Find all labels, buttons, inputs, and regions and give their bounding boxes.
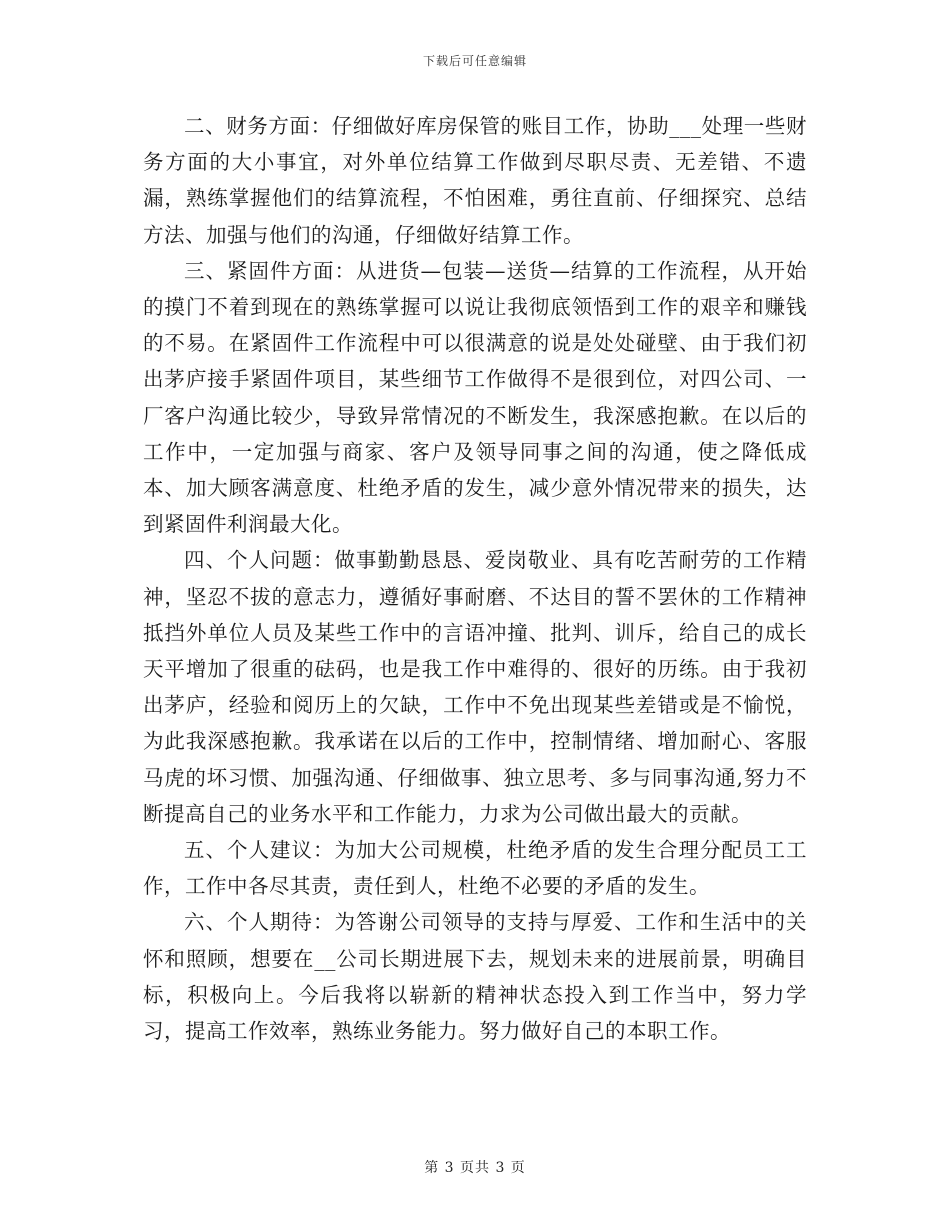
paragraph-personal-expectations: 六、个人期待：为答谢公司领导的支持与厚爱、工作和生活中的关怀和照顾，想要在__公司长期进展下去，规划未来的进展前景，明确目标，积极向上。今后我将以崭新的精神状态投入到工作当中，努力学习，提高工作效率，熟练业务能力。努力做好自己的本职工作。 [143, 910, 807, 1044]
paragraph-finance: 二、财务方面：仔细做好库房保管的账目工作，协助___处理一些财务方面的大小事宜，对外单位结算工作做到尽职尽责、无差错、不遗漏，熟练掌握他们的结算流程，不怕困难，勇往直前、仔细探究、总结方法、加强与他们的沟通，仔细做好结算工作。 [143, 114, 807, 247]
page-header: 下载后可任意编辑 [422, 54, 527, 68]
page-footer: 第 3 页共 3 页 [424, 1160, 526, 1176]
document-body [143, 108, 807, 1049]
paragraph-personal-issues: 四、个人问题：做事勤勤恳恳、爱岗敬业、具有吃苦耐劳的工作精神，坚忍不拔的意志力，遵循好事耐磨、不达目的誓不罢休的工作精神抵挡外单位人员及某些工作中的言语冲撞、批判、训斥，给自己的成长天平增加了很重的砝码，也是我工作中难得的、很好的历练。由于我初出茅庐，经验和阅历上的欠缺，工作中不免出现某些差错或是不愉悦，为此我深感抱歉。我承诺在以后的工作中，控制情绪、增加耐心、客服马虎的坏习惯、加强沟通、仔细做事、独立思考、多与同事沟通,努力不断提高自己的业务水平和工作能力，力求为公司做出最大的贡献。 [143, 548, 807, 826]
paragraph-fasteners: 三、紧固件方面：从进货—包装—送货—结算的工作流程，从开始的摸门不着到现在的熟练掌握可以说让我彻底领悟到工作的艰辛和赚钱的不易。在紧固件工作流程中可以很满意的说是处处碰壁、由于我们初出茅庐接手紧固件项目，某些细节工作做得不是很到位，对四公司、一厂客户沟通比较少，导致异常情况的不断发生，我深感抱歉。在以后的工作中，一定加强与商家、客户及领导同事之间的沟通，使之降低成本、加大顾客满意度、杜绝矛盾的发生，减少意外情况带来的损失，达到紧固件利润最大化。 [143, 258, 807, 537]
paragraph-personal-suggestions: 五、个人建议：为加大公司规模，杜绝矛盾的发生合理分配员工工作，工作中各尽其责，责任到人，杜绝不必要的矛盾的发生。 [143, 838, 807, 899]
